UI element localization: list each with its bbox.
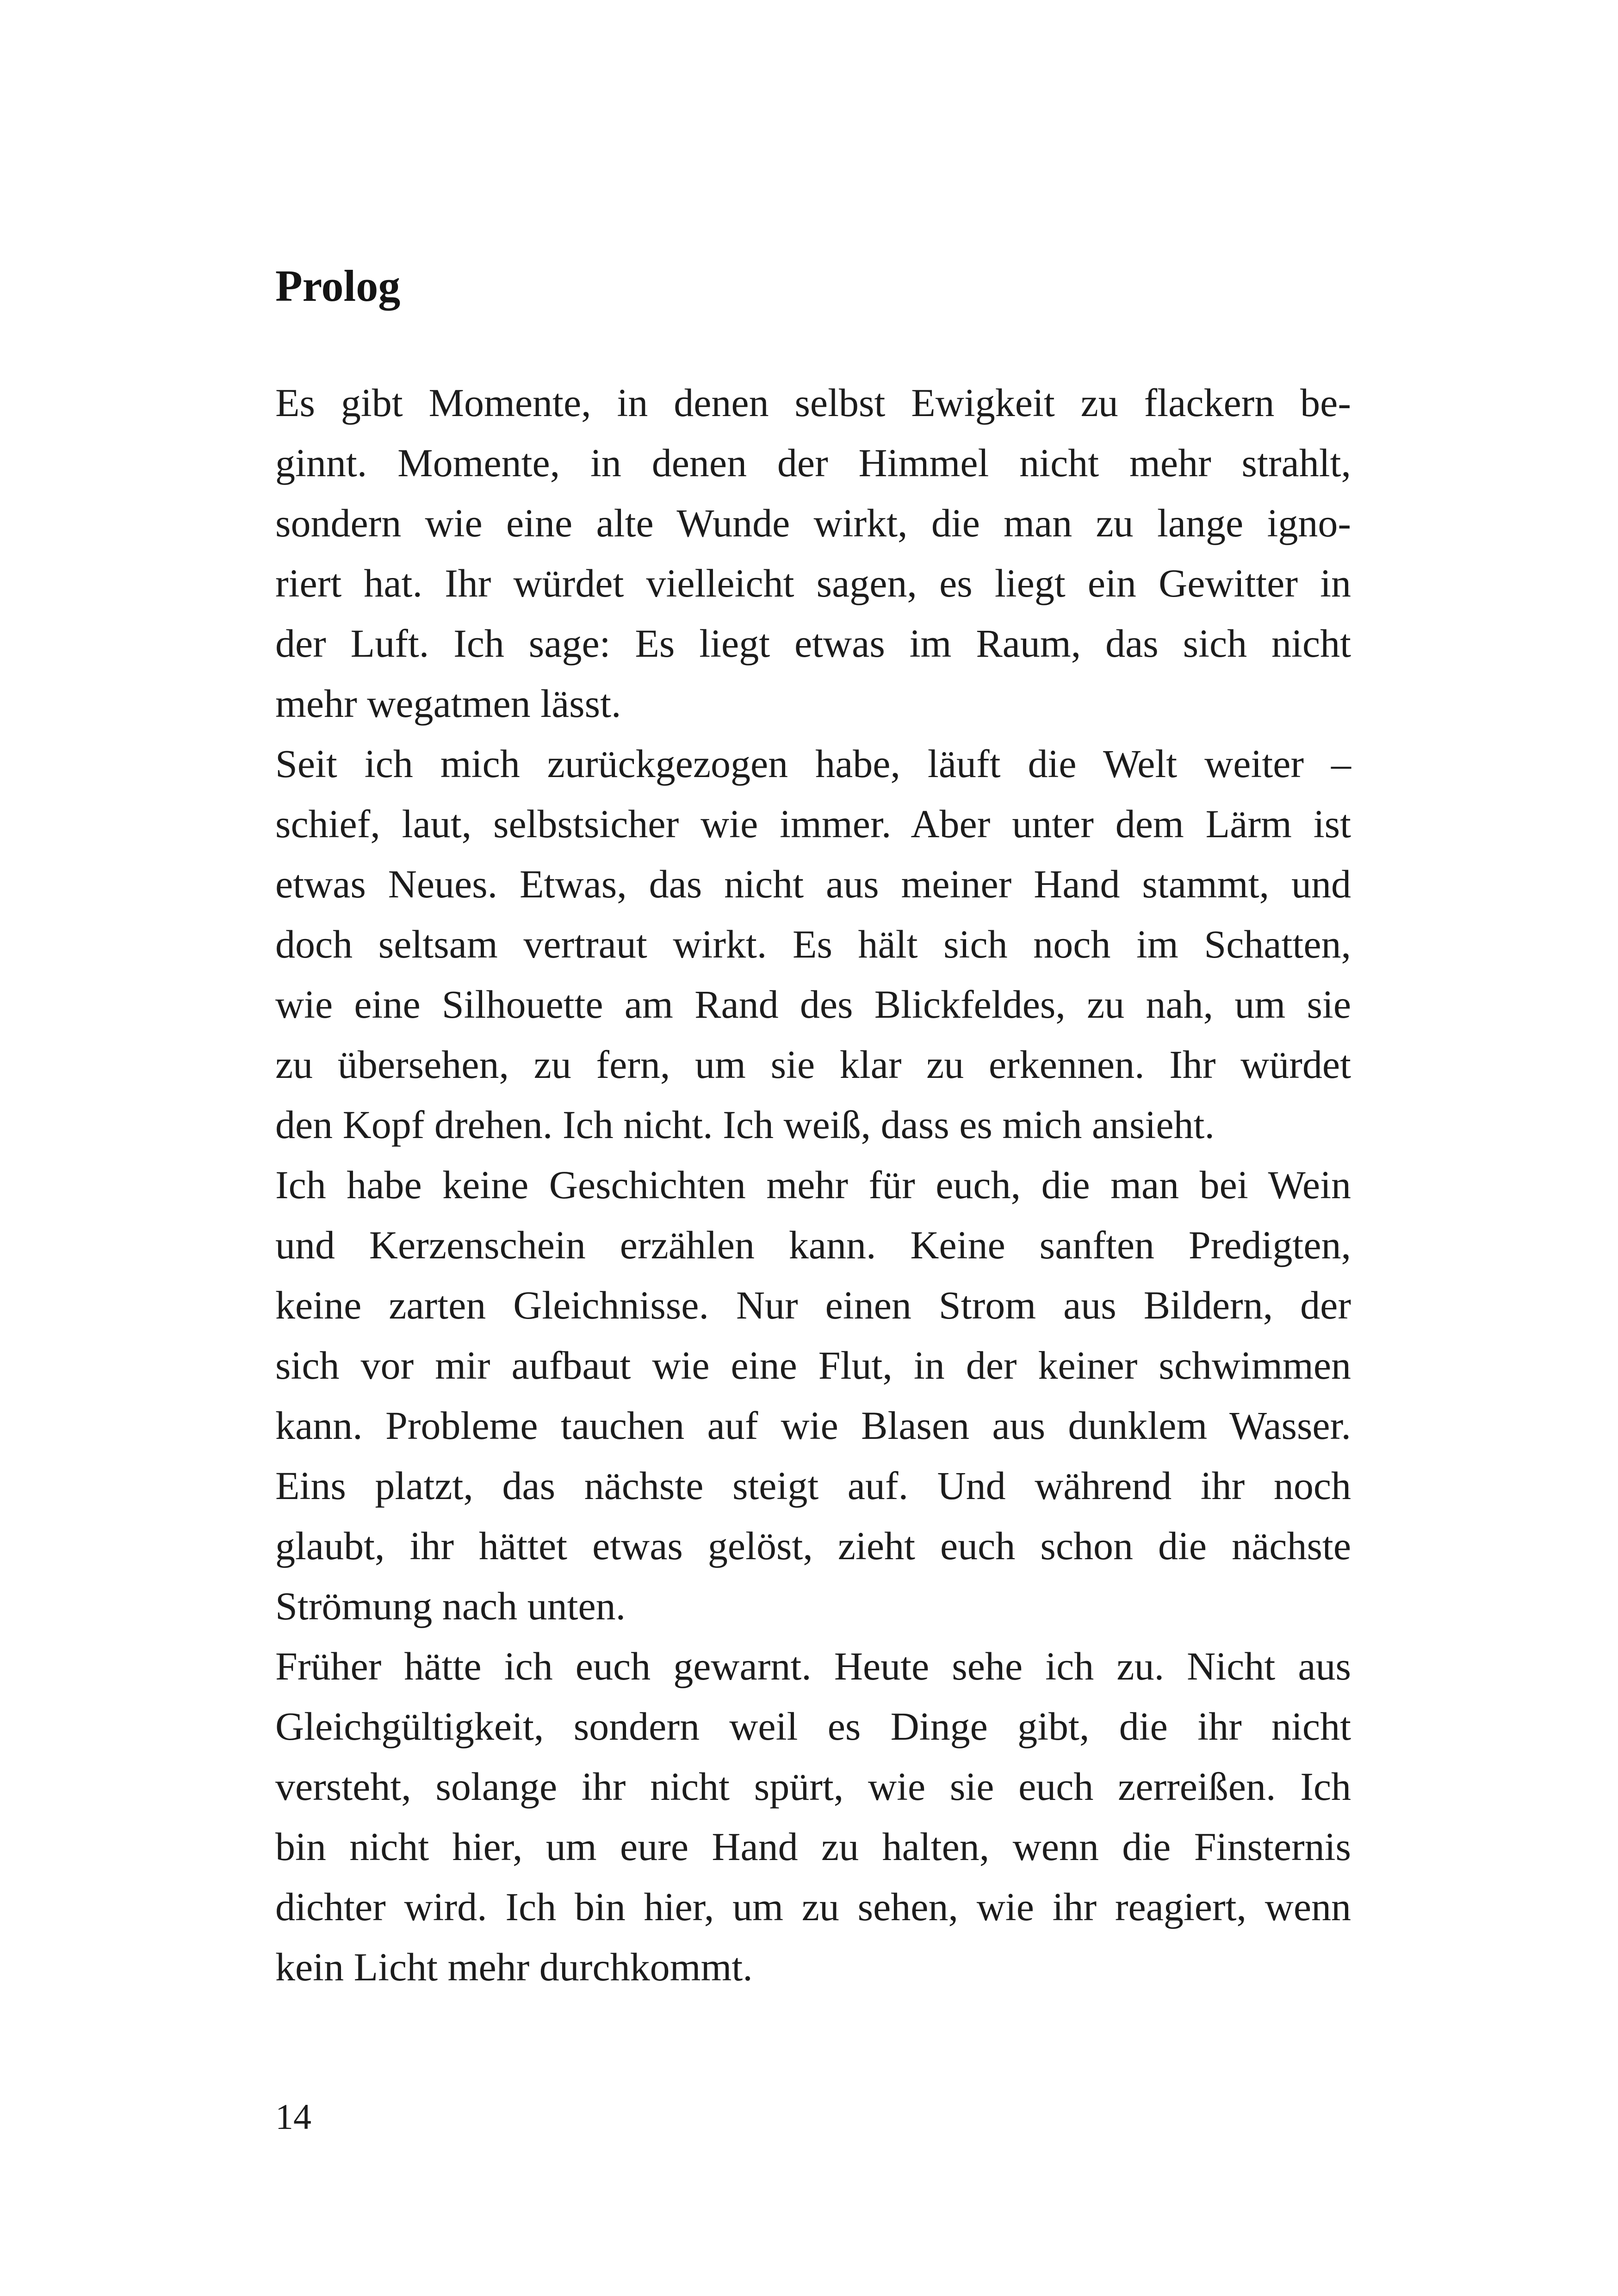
text-line: Eins platzt, das nächste steigt auf. Und während ihr noch [275,1463,1351,1508]
text-line: bin nicht hier, um eure Hand zu halten, wenn die Finsternis [275,1824,1351,1869]
text-line: Ich habe keine Geschichten mehr für euch, die man bei Wein [275,1163,1351,1207]
text-line: sondern wie eine alte Wunde wirkt, die man zu lange igno- [275,501,1351,545]
text-line: glaubt, ihr hättet etwas gelöst, zieht euch schon die nächste [275,1524,1351,1568]
text-line: den Kopf drehen. Ich nicht. Ich weiß, dass es mich ansieht. [275,1102,1215,1147]
text-line: kein Licht mehr durchkommt. [275,1945,753,1989]
text-line: sich vor mir aufbaut wie eine Flut, in der keiner schwimmen [275,1343,1351,1388]
text-line: Seit ich mich zurückgezogen habe, läuft die Welt weiter – [275,741,1351,786]
prologue-text [275,373,1351,1997]
text-line: Gleichgültigkeit, sondern weil es Dinge gibt, die ihr nicht [275,1704,1351,1748]
text-line: mehr wegatmen lässt. [275,681,621,726]
text-line: ginnt. Momente, in denen der Himmel nicht mehr strahlt, [275,441,1351,485]
text-line: Strömung nach unten. [275,1584,626,1628]
text-line: versteht, solange ihr nicht spürt, wie sie euch zerreißen. Ich [275,1764,1351,1809]
text-line: wie eine Silhouette am Rand des Blickfeldes, zu nah, um sie [275,982,1351,1027]
text-line: Es gibt Momente, in denen selbst Ewigkeit zu flackern be- [275,380,1351,425]
text-line: dichter wird. Ich bin hier, um zu sehen, wie ihr reagiert, wenn [275,1885,1351,1929]
text-line: kann. Probleme tauchen auf wie Blasen aus dunklem Wasser. [275,1403,1351,1448]
text-line: Früher hätte ich euch gewarnt. Heute sehe ich zu. Nicht aus [275,1644,1351,1688]
text-line: und Kerzenschein erzählen kann. Keine sanften Predigten, [275,1223,1351,1267]
text-line: doch seltsam vertraut wirkt. Es hält sich noch im Schatten, [275,922,1351,966]
text-line: der Luft. Ich sage: Es liegt etwas im Raum, das sich nicht [275,621,1351,666]
text-line: schief, laut, selbstsicher wie immer. Aber unter dem Lärm ist [275,802,1351,846]
text-line: etwas Neues. Etwas, das nicht aus meiner Hand stammt, und [275,862,1351,906]
text-line: riert hat. Ihr würdet vielleicht sagen, es liegt ein Gewitter in [275,561,1351,605]
text-line: zu übersehen, zu fern, um sie klar zu erkennen. Ihr würdet [275,1042,1351,1087]
text-line: keine zarten Gleichnisse. Nur einen Strom aus Bildern, der [275,1283,1351,1327]
page-number: 14 [275,2097,311,2137]
chapter-title: Prolog [275,261,401,311]
